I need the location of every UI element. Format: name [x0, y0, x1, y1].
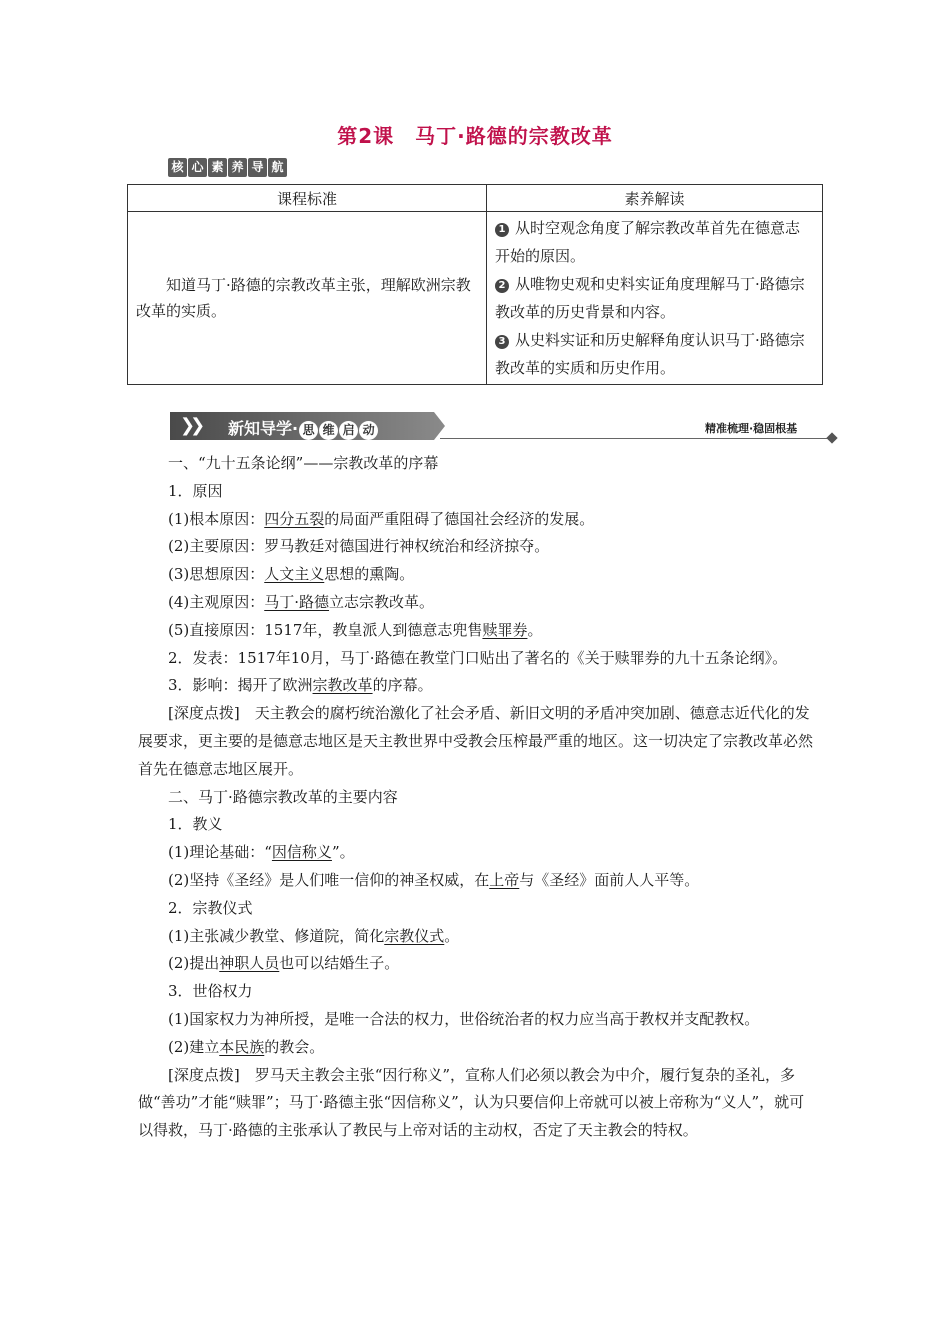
table-row: [128, 212, 823, 385]
page-title: 第2课 马丁·路德的宗教改革: [337, 124, 613, 148]
fill-answer: 本民族: [219, 1037, 265, 1056]
interpretation-text: 从史料实证和历史解释角度认识马丁·路德宗教改革的实质和历史作用。: [495, 331, 805, 377]
interpretation-text: 从唯物史观和史料实证角度理解马丁·路德宗教改革的历史背景和内容。: [495, 275, 805, 321]
banner-rule: [440, 438, 832, 439]
fill-answer: 马丁·路德: [264, 592, 330, 611]
number-icon: 2: [495, 279, 509, 293]
interpretation-item: [495, 326, 814, 382]
fill-answer: 宗教改革: [312, 676, 373, 695]
table-header-row: [128, 185, 823, 212]
header-literacy-interpretation: 素养解读: [487, 185, 823, 212]
list-item: (2)坚持《圣经》是人们唯一信仰的神圣权威，在上帝与《圣经》面前人人平等。: [168, 870, 700, 889]
list-item: (3)思想原因：人文主义思想的熏陶。: [168, 565, 415, 584]
interpretation-text: 从时空观念角度了解宗教改革首先在德意志开始的原因。: [495, 219, 801, 265]
badge-char: 心: [188, 158, 207, 177]
section-heading: 一、“九十五条论纲”——宗教改革的序幕: [168, 454, 439, 472]
interpretation-item: [495, 214, 814, 270]
deep-tip-paragraph: [深度点拨] 天主教会的腐朽统治激化了社会矛盾、新旧文明的矛盾冲突加剧、德意志近代化的发展要求，更主要的是德意志地区是天主教世界中受教会压榨最严重的地区。这一切决定了宗教改革必然首先在德意志地区展开。: [138, 704, 814, 778]
interpretation-cell: [487, 212, 823, 385]
list-item: (1)国家权力为神所授，是唯一合法的权力，世俗统治者的权力应当高于教权并支配教权。: [168, 1009, 760, 1028]
subheading: 1．原因: [168, 481, 223, 500]
section-heading: 二、马丁·路德宗教改革的主要内容: [168, 787, 398, 806]
banner-char: 动: [359, 421, 378, 440]
fill-answer: 人文主义: [264, 565, 325, 584]
fill-answer: 宗教仪式: [384, 926, 445, 945]
list-item: (1)根本原因：四分五裂的局面严重阻碍了德国社会经济的发展。: [168, 509, 595, 528]
fill-answer: 上帝: [489, 870, 520, 889]
subheading: 3．世俗权力: [168, 982, 253, 1001]
list-item: (1)主张减少教堂、修道院，简化宗教仪式。: [168, 926, 460, 945]
section-banner: [170, 412, 842, 442]
paragraph: 3．影响：揭开了欧洲宗教改革的序幕。: [168, 676, 433, 695]
badge-char: 素: [208, 158, 227, 177]
lesson-content: [138, 450, 818, 1145]
fill-answer: 神职人员: [219, 954, 280, 973]
badge-char: 核: [168, 158, 187, 177]
list-item: (1)理论基础：“因信称义”。: [168, 843, 355, 862]
banner-title-text: 新知导学·: [228, 419, 299, 438]
subheading: 1．教义: [168, 815, 223, 834]
standard-cell: [128, 212, 487, 385]
banner-char: 思: [299, 421, 318, 440]
badge-char: 航: [268, 158, 287, 177]
diamond-icon: [826, 432, 837, 443]
list-item: (2)主要原因：罗马教廷对德国进行神权统治和经济掠夺。: [168, 537, 550, 556]
header-curriculum-standard: 课程标准: [128, 185, 487, 212]
fill-answer: 四分五裂: [264, 509, 325, 528]
core-literacy-nav-badge: [168, 158, 287, 177]
number-icon: 3: [495, 335, 509, 349]
deep-tip-paragraph: [深度点拨] 罗马天主教会主张“因行称义”，宣称人们必须以教会为中介，履行复杂的圣礼，多做“善功”才能“赎罪”；马丁·路德主张“因信称义”，认为只要信仰上帝就可以被上帝称为“义人”，就可以得救，马丁·路德的主张承认了教民与上帝对话的主动权，否定了天主教会的特权。: [138, 1065, 805, 1140]
banner-title: [228, 416, 378, 440]
paragraph: 2．发表：1517年10月，马丁·路德在教堂门口贴出了著名的《关于赎罪券的九十五条论纲》。: [168, 648, 788, 667]
number-icon: 1: [495, 223, 509, 237]
list-item: (4)主观原因：马丁·路德立志宗教改革。: [168, 592, 435, 611]
badge-char: 导: [248, 158, 267, 177]
fill-answer: 赎罪券: [482, 620, 528, 639]
double-chevron-icon: ❯❯: [180, 415, 201, 436]
list-item: (5)直接原因：1517年，教皇派人到德意志兜售赎罪券。: [168, 620, 543, 639]
banner-char: 维: [319, 421, 338, 440]
list-item: (2)建立本民族的教会。: [168, 1037, 325, 1056]
banner-char: 启: [339, 421, 358, 440]
subheading: 2．宗教仪式: [168, 898, 253, 917]
banner-subtitle: 精准梳理·稳固根基: [705, 422, 798, 435]
interpretation-item: [495, 270, 814, 326]
badge-char: 养: [228, 158, 247, 177]
list-item: (2)提出神职人员也可以结婚生子。: [168, 954, 400, 973]
curriculum-table: [127, 184, 823, 385]
fill-answer: 因信称义: [271, 843, 332, 862]
standard-text: 知道马丁·路德的宗教改革主张，理解欧洲宗教改革的实质。: [136, 276, 471, 320]
